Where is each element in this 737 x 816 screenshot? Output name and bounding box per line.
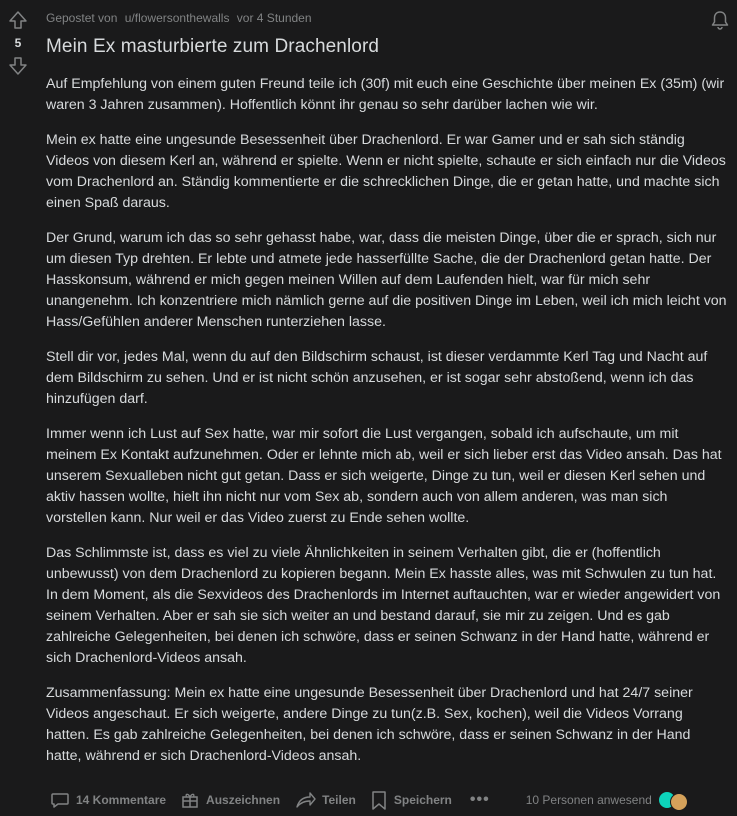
meta-prefix: Gepostet von — [46, 11, 118, 25]
comments-label: 14 Kommentare — [76, 793, 167, 807]
arrow-down-icon — [8, 56, 28, 76]
save-label: Speichern — [393, 793, 452, 807]
vote-column — [0, 8, 36, 78]
post-title: Mein Ex masturbierte zum Drachenlord — [46, 36, 380, 57]
share-button[interactable] — [290, 788, 362, 812]
comments-button[interactable] — [46, 788, 172, 812]
downvote-button[interactable] — [6, 54, 30, 78]
save-button[interactable] — [366, 788, 458, 812]
bell-icon — [709, 9, 731, 31]
gift-icon — [180, 790, 200, 810]
post-paragraph: Das Schlimmste ist, dass es viel zu viele Ähnlichkeiten in seinem Verhalten gibt, die er (hoffentlich unbewusst) von dem Drachenlord zu kopieren begann. Mein Ex hasste alles, was mit Schwulen zu tun hat. In dem Moment, als die Sexvideos des Drachenlords im Internet auftauchten, war er wieder angewidert von seinem Verhalten. Aber er sah sie sich weiter an und bestand darauf, sie mir zu zeigen. Und es gab zahlreiche Gelegenheiten, bei denen ich schwöre, dass er seinen Schwanz in der Hand hatte, während er sich Drachenlord-Videos ansah. — [46, 545, 721, 666]
post-meta — [46, 11, 312, 25]
post-paragraph: Mein ex hatte eine ungesunde Besessenheit über Drachenlord. Er war Gamer und er sah sich ständig Videos von diesem Kerl an, während er spielte. Wenn er nicht spielte, schaute er sich einfach nur die Videos vom Drachenlord an. Ständig kommentierte er die schrecklichen Dinge, die er getan hatte, und machte sich einen Spaß daraus. — [46, 132, 726, 211]
upvote-button[interactable] — [6, 8, 30, 32]
post-actions — [46, 786, 694, 814]
post-paragraph: Auf Empfehlung von einem guten Freund teile ich (30f) mit euch eine Geschichte über meinen Ex (35m) (wir waren 3 Jahren zusammen). Hoffentlich könnt ihr genau so sehr darüber lachen wie wir. — [46, 76, 725, 113]
post-paragraph: Zusammenfassung: Mein ex hatte eine ungesunde Besessenheit über Drachenlord und hat 24/7 seiner Videos angeschaut. Er sich weigerte, andere Dinge zu tun(z.B. Sex, kochen), weil die Videos Vorrang hatten. Es gab zahlreiche Gelegenheiten, bei denen ich schwöre, dass er seinen Schwanz in der Hand hatte, während er sich Drachenlord-Videos ansah. — [46, 685, 693, 764]
comment-icon — [50, 790, 70, 810]
avatar — [670, 793, 688, 811]
share-icon — [294, 790, 316, 810]
award-label: Auszeichnen — [206, 793, 281, 807]
post-time: vor 4 Stunden — [236, 11, 312, 25]
notification-button[interactable] — [709, 9, 733, 33]
post-body — [46, 74, 728, 781]
vote-count: 5 — [14, 36, 22, 50]
share-label: Teilen — [322, 793, 356, 807]
presence-count: 10 Personen anwesend — [525, 793, 652, 807]
more-options-button[interactable]: ••• — [469, 791, 490, 808]
bookmark-icon — [370, 790, 388, 810]
post-paragraph: Immer wenn ich Lust auf Sex hatte, war mir sofort die Lust vergangen, sobald ich aufschaute, um mit meinem Ex Kontakt aufzunehmen. Oder er lehnte mich ab, weil er sich lieber erst das Video ansah. Das hat unserem Sexualleben nicht gut getan. Dass er sich weigerte, Dinge zu tun, weil er diesen Kerl sehen und aktiv hassen wollte, hielt ihn nicht nur vom Sex ab, sondern auch von allem anderen, was man sich vorstellen kann. Nur weil er das Video zuerst zu Ende sehen wollte. — [46, 426, 722, 526]
presence-avatars — [658, 789, 694, 811]
post-paragraph: Stell dir vor, jedes Mal, wenn du auf den Bildschirm schaust, ist dieser verdammte Kerl Tag und Nacht auf dem Bildschirm zu sehen. Und er ist nicht schön anzusehen, er ist sogar sehr abstoßend, wenn ich das hinzufügen darf. — [46, 349, 708, 407]
post-paragraph: Der Grund, warum ich das so sehr gehasst habe, war, dass die meisten Dinge, über die er sprach, sich nur um diesen Typ drehten. Er lebte und atmete jede hasserfüllte Sache, die der Drachenlord getan hatte. Der Hasskonsum, während er mich gegen meinen Willen auf dem Laufenden hielt, war für mich sehr unangenehm. Ich konzentriere mich nämlich gerne auf die positiven Dinge im Leben, weil ich mich leicht von Hass/Gefühlen anderer Menschen runterziehen lasse. — [46, 230, 727, 330]
arrow-up-icon — [8, 10, 28, 30]
award-button[interactable] — [176, 788, 286, 812]
author-link[interactable]: u/flowersonthewalls — [124, 11, 230, 25]
